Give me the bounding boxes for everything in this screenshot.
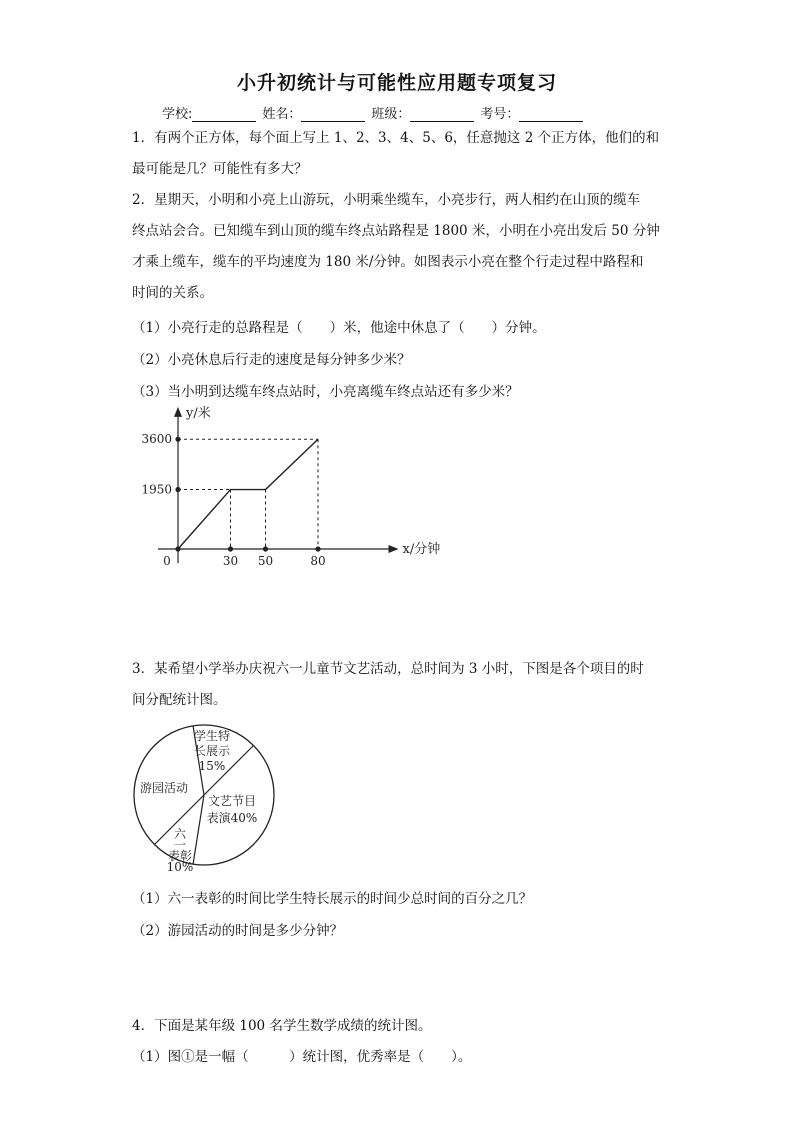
- question-line: 最可能是几？可能性有多大？: [132, 161, 308, 177]
- y-axis-arrow: [174, 407, 182, 417]
- y-tick-dot: [175, 487, 180, 492]
- question-3: [132, 654, 672, 716]
- question-4: 4．下面是某年级 100 名学生数学成绩的统计图。: [132, 1018, 432, 1034]
- question-2-sub-3: （3）当小明到达缆车终点站时，小亮离缆车终点站还有多少米？: [132, 384, 519, 400]
- distance-time-line-chart: [130, 405, 441, 575]
- exam-no-label: 考号：: [480, 107, 520, 122]
- x-tick-label: 30: [222, 554, 239, 568]
- class-blank[interactable]: [410, 109, 474, 122]
- pie-slice-label-line: 学生特: [193, 729, 231, 743]
- pie-slice-label-line: 表演40%: [206, 811, 258, 825]
- question-3-sub-2: （2）游园活动的时间是多少分钟？: [132, 923, 344, 939]
- y-tick-dot: [175, 437, 180, 442]
- question-2-sub-2: （2）小亮休息后行走的速度是每分钟多少米？: [132, 352, 411, 368]
- question-line: 终点站会合。已知缆车到山顶的缆车终点站路程是 1800 米，小明在小亮出发后 50 分钟: [132, 223, 660, 239]
- y-tick-label: 3600: [141, 432, 172, 447]
- pie-slice-label-line: 六: [173, 827, 187, 841]
- origin-label: 0: [163, 554, 171, 568]
- pie-slice-label-line: 长展示: [193, 744, 231, 758]
- question-3-sub-1: （1）六一表彰的时间比学生特长展示的时间少总时间的百分之几？: [132, 891, 533, 907]
- pie-slice-label-line: 游园活动: [139, 781, 189, 795]
- time-allocation-pie-chart: [130, 718, 290, 878]
- question-1: [132, 123, 672, 185]
- question-line: 间分配统计图。: [132, 692, 227, 708]
- school-label: 学校:: [162, 107, 193, 122]
- student-info-row: [162, 103, 589, 122]
- x-axis-arrow: [389, 545, 399, 553]
- pie-slice-label: [140, 780, 188, 795]
- distance-series-line: [178, 439, 318, 549]
- question-line: 才乘上缆车，缆车的平均速度为 180 米/分钟。如图表示小亮在整个行走过程中路程和: [132, 254, 644, 270]
- question-line: 3．某希望小学举办庆祝六一儿童节文艺活动，总时间为 3 小时，下图是各个项目的时: [132, 661, 644, 677]
- question-line: 1．有两个正方体，每个面上写上 1、2、3、4、5、6，任意抛这 2 个正方体，他们的和: [132, 130, 660, 146]
- question-2: [132, 185, 672, 309]
- x-tick-dot: [315, 546, 320, 551]
- pie-slice-label-line: 表彰: [167, 849, 193, 863]
- question-2-sub-1: （1）小亮行走的总路程是（ ）米，他途中休息了（ ）分钟。: [132, 320, 546, 336]
- question-4-sub-1: （1）图①是一幅（ ）统计图，优秀率是（ ）。: [132, 1049, 472, 1065]
- page-title: 小升初统计与可能性应用题专项复习: [236, 72, 557, 94]
- name-label: 姓名：: [262, 107, 302, 122]
- y-tick-label: 1950: [141, 482, 172, 497]
- x-tick-dot: [228, 546, 233, 551]
- name-blank[interactable]: [301, 109, 365, 122]
- school-blank[interactable]: [192, 109, 256, 122]
- x-tick-label: 80: [310, 554, 326, 568]
- class-label: 班级：: [371, 107, 411, 122]
- question-line: 时间的关系。: [132, 285, 213, 301]
- pie-slice-label-line: 15%: [198, 759, 226, 773]
- pie-slice-label-line: 一: [173, 838, 187, 852]
- x-axis-label: x/分钟: [402, 542, 441, 557]
- exam-no-blank[interactable]: [519, 109, 583, 122]
- x-tick-dot: [175, 546, 180, 551]
- pie-slice-label-line: 文艺节目: [207, 794, 257, 808]
- y-axis-label: y/米: [186, 405, 211, 421]
- x-tick-dot: [263, 546, 268, 551]
- x-tick-label: 50: [257, 554, 274, 568]
- pie-slice-label-line: 10%: [166, 860, 194, 874]
- question-line: 2．星期天，小明和小亮上山游玩，小明乘坐缆车，小亮步行，两人相约在山顶的缆车: [132, 192, 641, 208]
